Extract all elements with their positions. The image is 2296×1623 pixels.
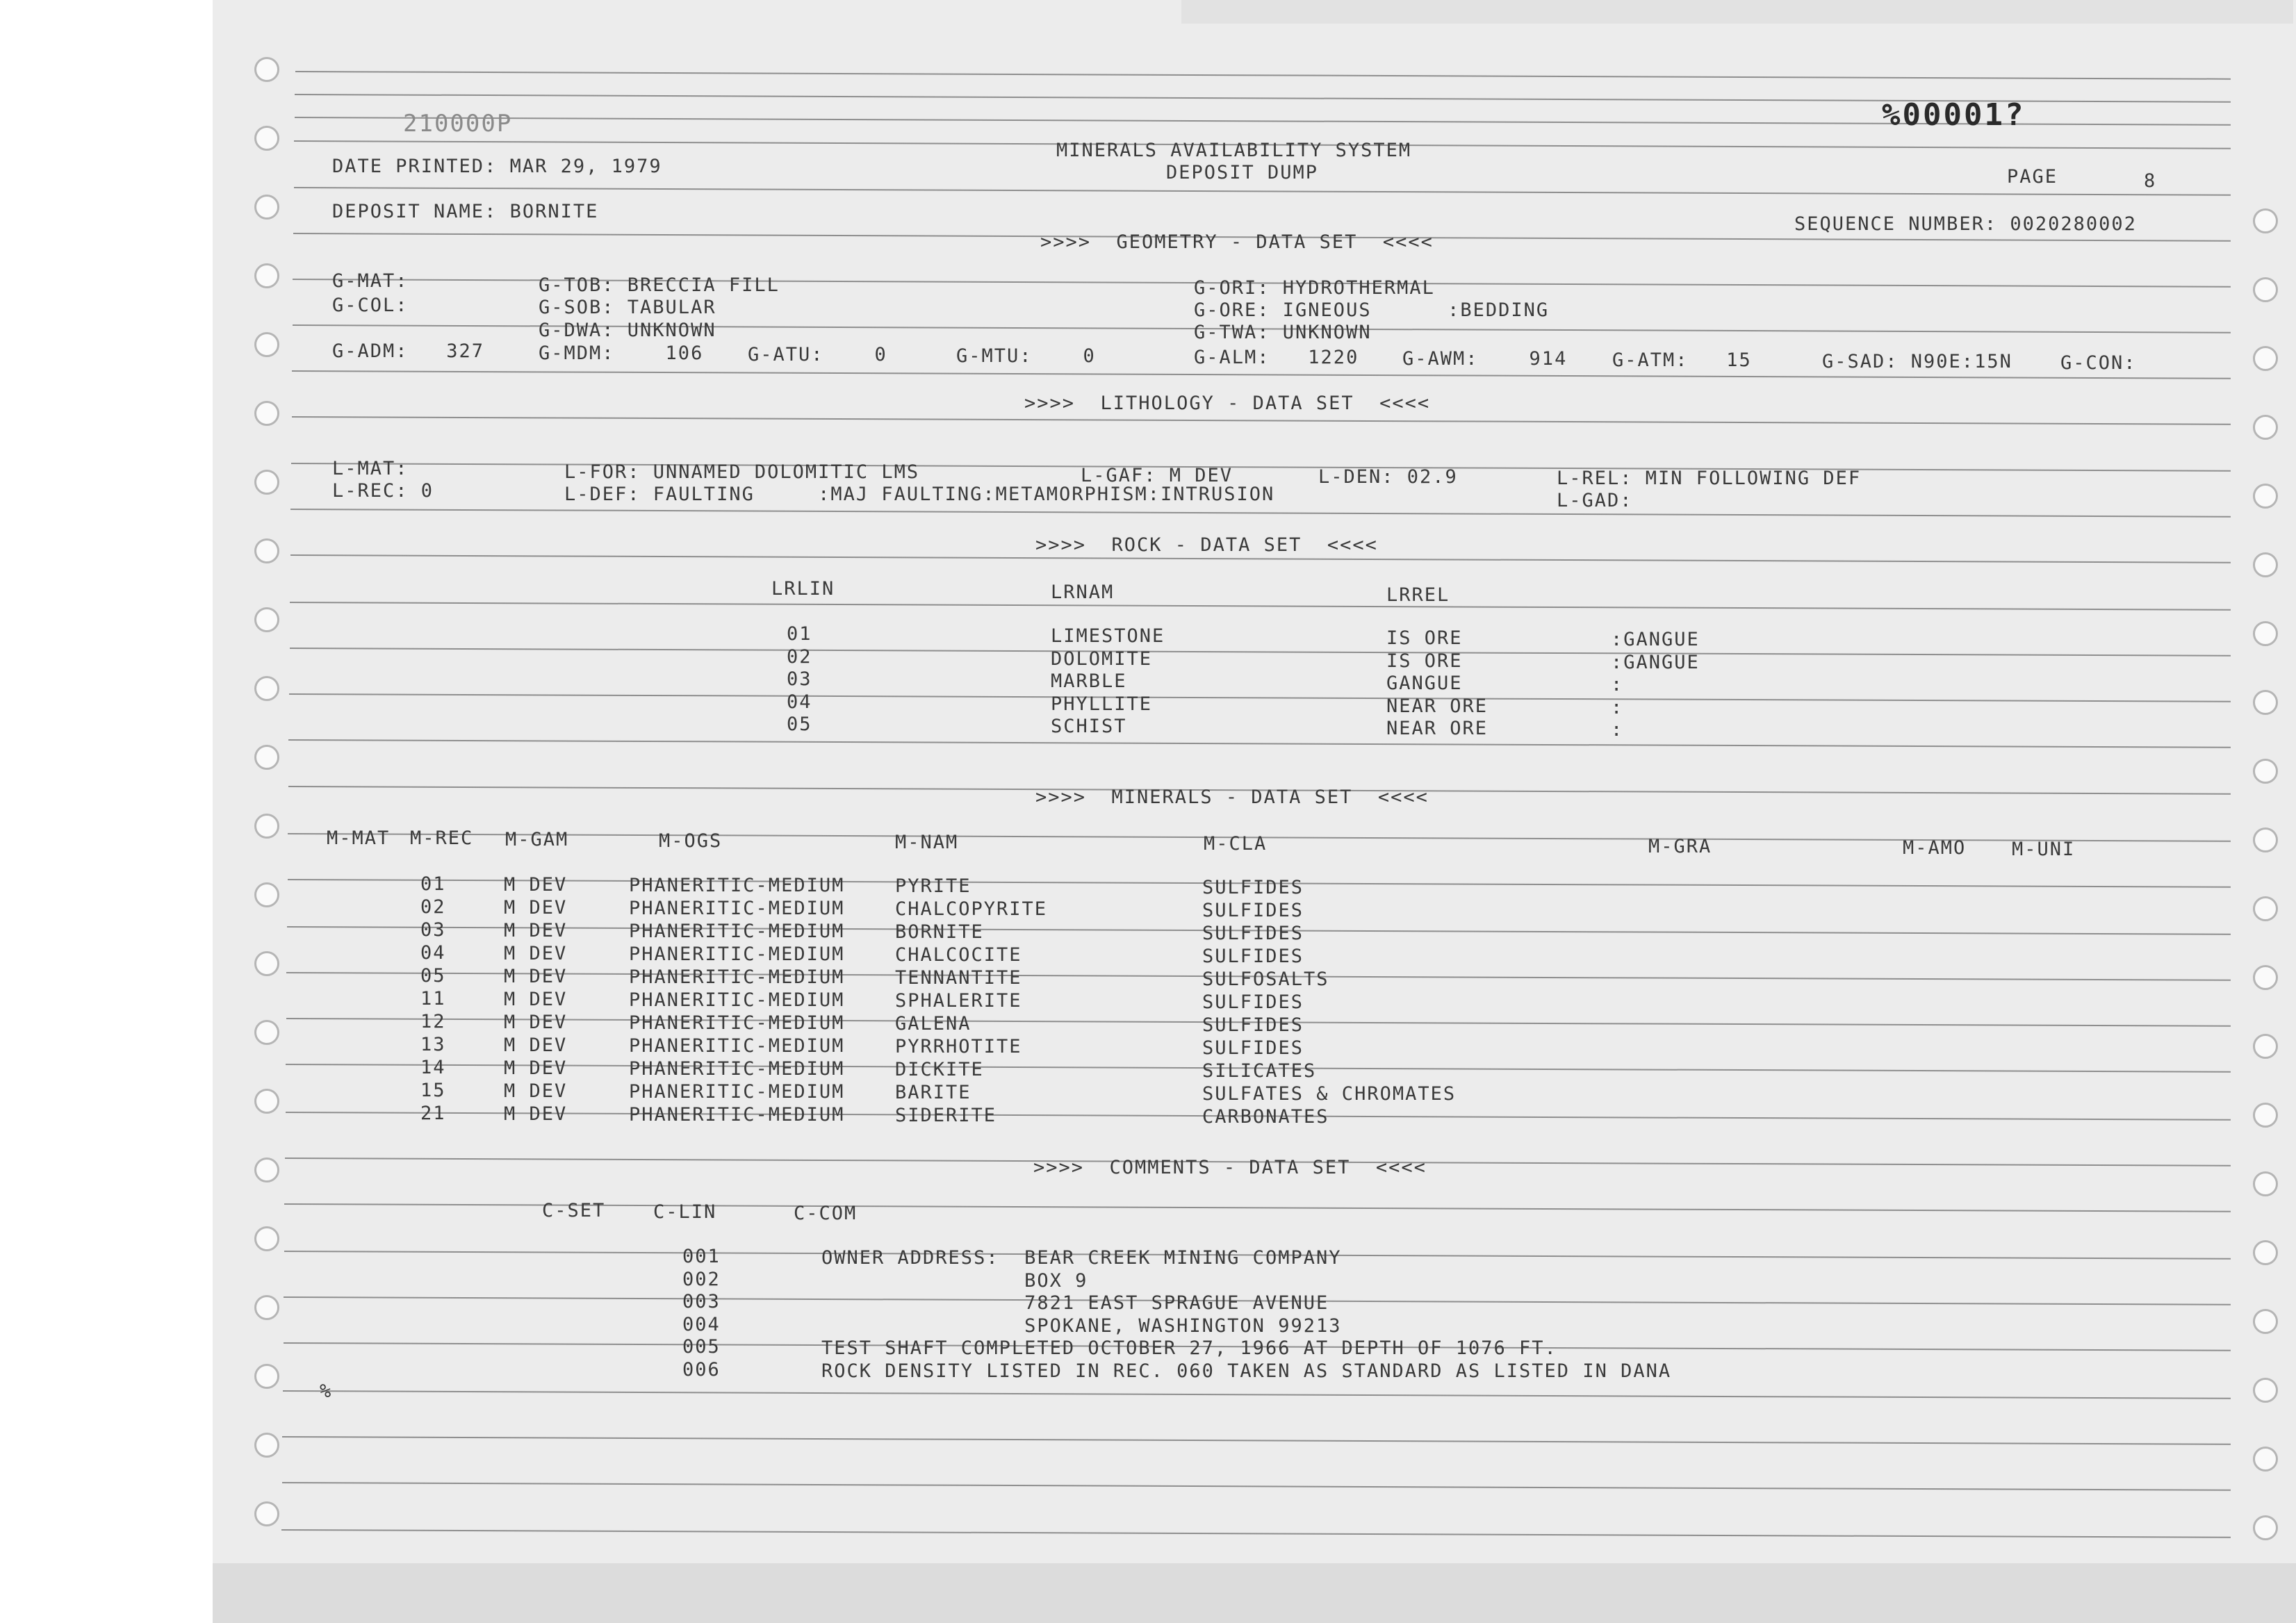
sprocket-hole-left	[254, 1020, 279, 1045]
mineral-row-ogs: PHANERITIC-MEDIUM	[629, 1104, 845, 1126]
mineral-row-cla: SULFATES & CHROMATES	[1202, 1083, 1457, 1105]
sprocket-hole-left	[254, 263, 279, 288]
comment-row-lin: 006	[682, 1358, 721, 1381]
l-den: L-DEN: 02.9	[1318, 466, 1458, 488]
mineral-row-ogs: PHANERITIC-MEDIUM	[629, 1081, 845, 1103]
rock-row-lin: 01	[787, 623, 812, 645]
mineral-row-ogs: PHANERITIC-MEDIUM	[629, 966, 845, 988]
mineral-row-cla: SULFIDES	[1202, 923, 1304, 944]
system-title: MINERALS AVAILABILITY SYSTEM	[1056, 140, 1412, 161]
mineral-row-rec: 14	[420, 1057, 446, 1078]
sprocket-hole-right	[2253, 1171, 2278, 1196]
mineral-row-nam: SIDERITE	[895, 1105, 997, 1126]
min-col-uni: M-UNI	[2012, 839, 2076, 860]
sprocket-hole-right	[2253, 1515, 2278, 1540]
mineral-row-cla: SULFIDES	[1202, 1014, 1304, 1036]
comment-row-com: ROCK DENSITY LISTED IN REC. 060 TAKEN AS STANDARD AS LISTED IN DANA	[821, 1360, 1672, 1382]
mineral-row-rec: 13	[420, 1034, 446, 1055]
mineral-row-rec: 11	[420, 988, 446, 1010]
mineral-row-nam: GALENA	[895, 1013, 971, 1035]
comments-heading: >>>> COMMENTS - DATA SET <<<<	[1033, 1157, 1427, 1178]
g-mdm: G-MDM: 106	[539, 343, 704, 364]
mineral-row-nam: TENNANTITE	[895, 967, 1022, 989]
mineral-row-cla: SILICATES	[1202, 1060, 1317, 1082]
mineral-row-rec: 04	[420, 942, 446, 964]
mineral-row-ogs: PHANERITIC-MEDIUM	[629, 898, 845, 919]
mineral-row-cla: CARBONATES	[1202, 1106, 1329, 1128]
mineral-row-rec: 01	[420, 873, 446, 895]
sprocket-hole-left	[254, 814, 279, 839]
rock-col-lrnam: LRNAM	[1051, 582, 1115, 603]
sprocket-hole-left	[254, 676, 279, 701]
mineral-row-gam: M DEV	[504, 966, 568, 987]
mineral-row-rec: 21	[420, 1103, 446, 1124]
sprocket-hole-right	[2253, 208, 2278, 233]
mineral-row-cla: SULFOSALTS	[1202, 969, 1329, 990]
mineral-row-gam: M DEV	[504, 874, 568, 896]
g-col: G-COL:	[332, 295, 409, 316]
sprocket-hole-left	[254, 745, 279, 770]
sprocket-hole-right	[2253, 1240, 2278, 1265]
sheet-top-stub	[1181, 0, 2293, 24]
min-col-amo: M-AMO	[1903, 837, 1967, 859]
mineral-row-cla: SULFIDES	[1202, 991, 1304, 1013]
sprocket-hole-right	[2253, 552, 2278, 577]
rock-row-rel: IS ORE	[1386, 627, 1463, 649]
mineral-row-nam: DICKITE	[895, 1059, 984, 1080]
comment-row-lin: 004	[682, 1313, 721, 1335]
mineral-row-gam: M DEV	[504, 1057, 568, 1079]
mineral-row-rec: 03	[420, 919, 446, 941]
mineral-row-rec: 15	[420, 1080, 446, 1101]
l-gaf: L-GAF: M DEV	[1081, 465, 1233, 486]
sprocket-hole-left	[254, 951, 279, 976]
sprocket-hole-right	[2253, 1034, 2278, 1059]
com-col-com: C-COM	[794, 1203, 858, 1224]
mineral-row-nam: CHALCOPYRITE	[895, 898, 1048, 920]
min-col-mat: M-MAT	[327, 827, 391, 849]
mineral-row-gam: M DEV	[504, 897, 568, 918]
sprocket-hole-left	[254, 1364, 279, 1389]
g-ori: G-ORI: HYDROTHERMAL	[1194, 277, 1435, 299]
comment-row-lin: 001	[682, 1246, 721, 1267]
sprocket-hole-right	[2253, 346, 2278, 371]
page-label: PAGE	[2007, 166, 2058, 188]
rock-row-name: LIMESTONE	[1051, 625, 1165, 647]
g-dwa: G-DWA: UNKNOWN	[539, 320, 716, 341]
sprocket-hole-left	[254, 470, 279, 495]
sprocket-hole-left	[254, 538, 279, 563]
sprocket-hole-right	[2253, 1309, 2278, 1334]
end-mark: %	[320, 1381, 333, 1402]
date-printed: DATE PRINTED: MAR 29, 1979	[332, 156, 662, 177]
sprocket-hole-left	[254, 607, 279, 632]
rock-col-lrrel: LRREL	[1386, 584, 1450, 606]
mineral-row-cla: SULFIDES	[1202, 1037, 1304, 1059]
mineral-row-ogs: PHANERITIC-MEDIUM	[629, 944, 845, 965]
mineral-row-nam: BORNITE	[895, 921, 984, 943]
comment-row-com: BOX 9	[821, 1269, 1088, 1292]
sequence-number: SEQUENCE NUMBER: 0020280002	[1794, 213, 2137, 235]
g-tob: G-TOB: BRECCIA FILL	[539, 274, 780, 296]
sprocket-hole-right	[2253, 484, 2278, 509]
geometry-heading: >>>> GEOMETRY - DATA SET <<<<	[1040, 231, 1434, 253]
sprocket-hole-right	[2253, 1378, 2278, 1403]
mineral-row-gam: M DEV	[504, 920, 568, 941]
l-rec: L-REC: 0	[332, 480, 434, 502]
rock-row-name: DOLOMITE	[1051, 648, 1153, 670]
rock-row-rel: NEAR ORE	[1386, 695, 1489, 717]
g-mtu: G-MTU: 0	[956, 345, 1096, 367]
rock-row-rel: GANGUE	[1386, 673, 1463, 694]
rock-row-rel: IS ORE	[1386, 650, 1463, 672]
com-col-set: C-SET	[542, 1200, 606, 1221]
lithology-heading: >>>> LITHOLOGY - DATA SET <<<<	[1024, 393, 1431, 414]
l-mat: L-MAT:	[332, 458, 409, 479]
rock-row-name: SCHIST	[1051, 716, 1127, 737]
mineral-row-ogs: PHANERITIC-MEDIUM	[629, 1035, 845, 1057]
sprocket-hole-right	[2253, 965, 2278, 990]
g-con: G-CON:	[2060, 352, 2137, 374]
comment-row-com: OWNER ADDRESS: BEAR CREEK MINING COMPANY	[821, 1247, 1342, 1269]
rock-heading: >>>> ROCK - DATA SET <<<<	[1035, 534, 1378, 556]
report-title: DEPOSIT DUMP	[1166, 162, 1319, 183]
mineral-row-cla: SULFIDES	[1202, 877, 1304, 898]
l-for: L-FOR: UNNAMED DOLOMITIC LMS	[564, 461, 920, 483]
mineral-row-gam: M DEV	[504, 1103, 568, 1125]
sprocket-hole-right	[2253, 1447, 2278, 1472]
sprocket-hole-left	[254, 401, 279, 426]
sprocket-hole-left	[254, 1501, 279, 1526]
min-col-ogs: M-OGS	[659, 830, 723, 852]
rock-row-rel2: :	[1611, 674, 1624, 695]
rock-row-rel: NEAR ORE	[1386, 718, 1489, 739]
g-atm: G-ATM: 15	[1612, 349, 1752, 371]
min-col-gra: M-GRA	[1648, 836, 1712, 857]
minerals-heading: >>>> MINERALS - DATA SET <<<<	[1035, 786, 1429, 808]
sprocket-hole-left	[254, 1295, 279, 1320]
sprocket-hole-right	[2253, 621, 2278, 646]
com-col-lin: C-LIN	[653, 1201, 717, 1223]
sprocket-hole-left	[254, 57, 279, 82]
mineral-row-nam: SPHALERITE	[895, 990, 1022, 1012]
mineral-row-ogs: PHANERITIC-MEDIUM	[629, 875, 845, 896]
sprocket-hole-left	[254, 882, 279, 907]
mineral-row-gam: M DEV	[504, 1035, 568, 1056]
mineral-row-cla: SULFIDES	[1202, 900, 1304, 921]
l-gad: L-GAD:	[1557, 490, 1633, 511]
mineral-row-ogs: PHANERITIC-MEDIUM	[629, 1012, 845, 1034]
sheet-bottom-shade	[213, 1563, 2296, 1623]
sprocket-hole-left	[254, 1433, 279, 1458]
rock-row-name: MARBLE	[1051, 670, 1127, 692]
g-mat: G-MAT:	[332, 270, 409, 292]
g-ore: G-ORE: IGNEOUS :BEDDING	[1194, 299, 1550, 321]
g-sob: G-SOB: TABULAR	[539, 297, 716, 318]
min-col-rec: M-REC	[410, 827, 474, 849]
rock-row-rel2: :GANGUE	[1611, 651, 1700, 673]
mineral-row-rec: 05	[420, 965, 446, 987]
mineral-row-gam: M DEV	[504, 1012, 568, 1033]
rock-row-lin: 03	[787, 668, 812, 690]
rock-col-lrlin: LRLIN	[771, 578, 835, 600]
rock-row-rel2: :	[1611, 719, 1624, 741]
sprocket-hole-left	[254, 195, 279, 220]
rock-row-lin: 04	[787, 691, 812, 713]
mineral-row-ogs: PHANERITIC-MEDIUM	[629, 1058, 845, 1080]
mineral-row-nam: PYRRHOTITE	[895, 1036, 1022, 1057]
l-rel: L-REL: MIN FOLLOWING DEF	[1557, 468, 1862, 489]
mineral-row-ogs: PHANERITIC-MEDIUM	[629, 921, 845, 942]
min-col-nam: M-NAM	[895, 832, 959, 853]
rock-row-rel2: :	[1611, 696, 1624, 718]
comment-row-com: SPOKANE, WASHINGTON 99213	[821, 1315, 1342, 1337]
g-twa: G-TWA: UNKNOWN	[1194, 322, 1372, 343]
mineral-row-rec: 02	[420, 896, 446, 918]
min-col-cla: M-CLA	[1204, 833, 1268, 855]
rock-row-rel2: :GANGUE	[1611, 629, 1700, 650]
sprocket-hole-right	[2253, 415, 2278, 440]
mineral-row-gam: M DEV	[504, 1080, 568, 1102]
g-atu: G-ATU: 0	[748, 344, 887, 365]
mineral-row-nam: PYRITE	[895, 875, 971, 897]
comment-row-lin: 002	[682, 1268, 721, 1290]
g-adm: G-ADM: 327	[332, 340, 485, 362]
handwritten-page-id: %00001?	[1882, 97, 2026, 133]
rock-row-name: PHYLLITE	[1051, 693, 1153, 715]
sprocket-hole-left	[254, 126, 279, 151]
sprocket-hole-right	[2253, 1103, 2278, 1128]
min-col-gam: M-GAM	[505, 829, 569, 850]
sprocket-hole-right	[2253, 277, 2278, 302]
rock-row-lin: 05	[787, 714, 812, 735]
comment-row-lin: 005	[682, 1336, 721, 1358]
comment-row-com: 7821 EAST SPRAGUE AVENUE	[821, 1292, 1329, 1314]
page-number: 8	[2144, 170, 2157, 192]
sprocket-hole-left	[254, 332, 279, 357]
sprocket-hole-left	[254, 1089, 279, 1114]
rock-row-lin: 02	[787, 645, 812, 668]
mineral-row-nam: CHALCOCITE	[895, 944, 1022, 966]
sprocket-hole-right	[2253, 690, 2278, 715]
sprocket-hole-right	[2253, 759, 2278, 784]
sprocket-hole-right	[2253, 896, 2278, 921]
handwritten-doc-number: 210000P	[403, 110, 513, 138]
l-def: L-DEF: FAULTING :MAJ FAULTING:METAMORPHISM:INTRUSION	[564, 484, 1275, 505]
mineral-row-rec: 12	[420, 1011, 446, 1032]
sprocket-hole-left	[254, 1157, 279, 1183]
comment-row-com: TEST SHAFT COMPLETED OCTOBER 27, 1966 AT DEPTH OF 1076 FT.	[821, 1337, 1557, 1359]
sprocket-hole-left	[254, 1226, 279, 1251]
mineral-row-nam: BARITE	[895, 1082, 971, 1103]
deposit-name: DEPOSIT NAME: BORNITE	[332, 201, 599, 222]
mineral-row-gam: M DEV	[504, 989, 568, 1010]
g-alm: G-ALM: 1220	[1194, 347, 1359, 368]
mineral-row-gam: M DEV	[504, 943, 568, 964]
g-awm: G-AWM: 914	[1402, 348, 1568, 370]
sprocket-hole-right	[2253, 827, 2278, 852]
g-sad: G-SAD: N90E:15N	[1822, 351, 2012, 372]
mineral-row-cla: SULFIDES	[1202, 946, 1304, 967]
mineral-row-ogs: PHANERITIC-MEDIUM	[629, 989, 845, 1011]
comment-row-lin: 003	[682, 1291, 721, 1312]
